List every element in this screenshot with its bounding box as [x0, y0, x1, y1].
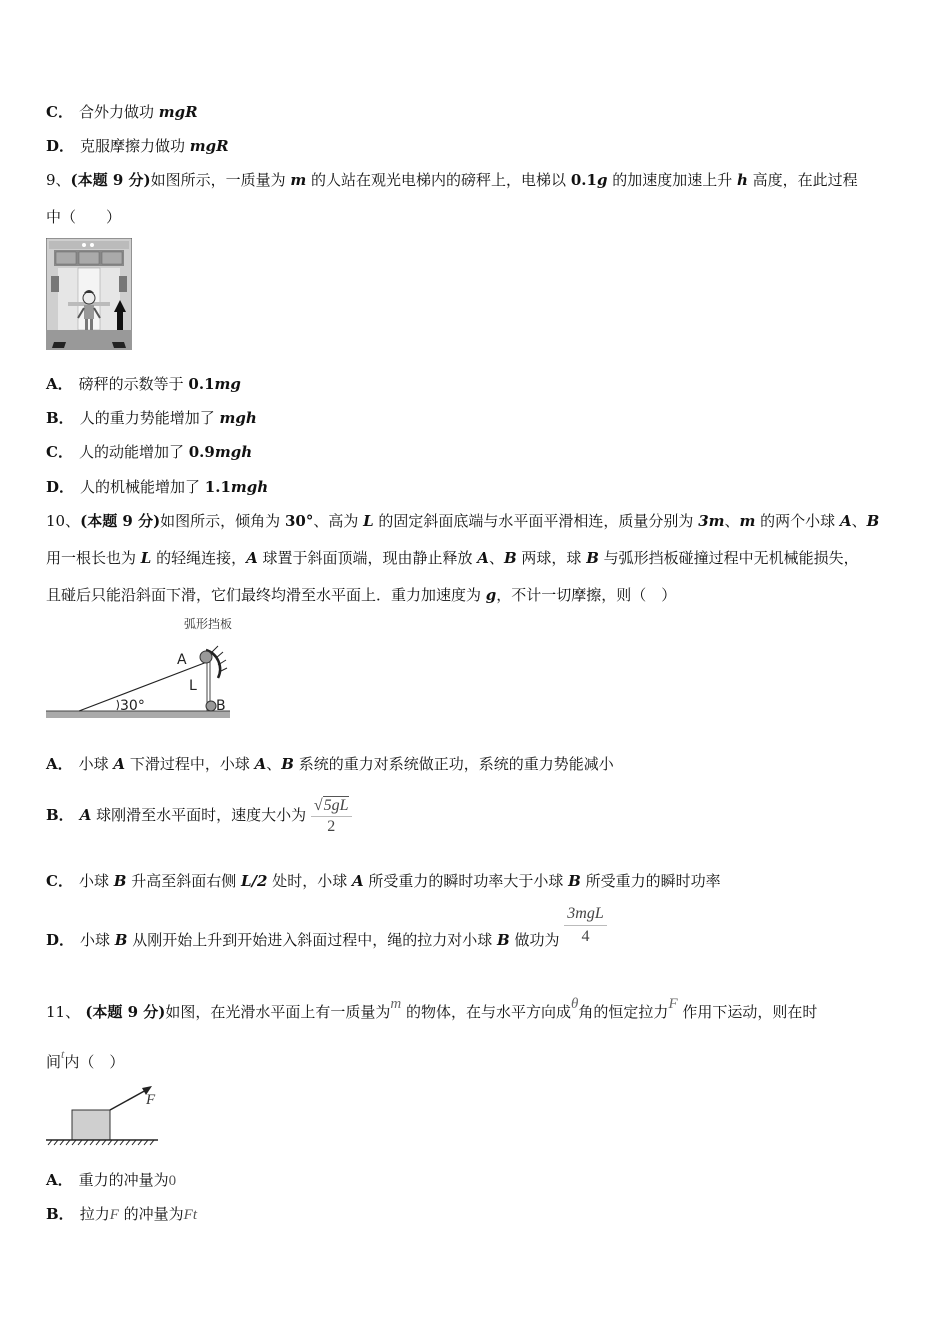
- q10-option-d: D． 小球 B 从刚开始上升到开始进入斜面过程中，绳的拉力对小球 B 做功为 $\frac{\text{3mgL}}{4}$: [46, 905, 607, 955]
- q11-stem-line1: 11、 (本题 9 分)如图，在光滑水平面上有一质量为m 的物体，在与水平方向成θ角的恒定拉力F 作用下运动，则在时: [46, 996, 818, 1021]
- elevator-figure: [46, 238, 132, 350]
- q8-option-c: C． 合外力做功 mgR: [46, 103, 198, 121]
- q10-option-c: C． 小球 B 升高至斜面右侧 L/2 处时，小球 A 所受重力的瞬时功率大于小球 B 所受重力的瞬时功率: [46, 872, 721, 890]
- q8-option-d: D． 克服摩擦力做功 mgR: [46, 137, 229, 155]
- q11-stem-line2: 间$^t$内（ ）: [46, 1047, 125, 1071]
- q9-option-d: D． 人的机械能增加了 1.1mgh: [46, 478, 269, 496]
- q10-stem-line2: 用一根长也为 L 的轻绳连接，A 球置于斜面顶端，现由静止释放 A、B 两球，球 B 与弧形挡板碰撞过程中无机械能损失，: [46, 549, 859, 567]
- q10-stem-line3: 且碰后只能沿斜面下滑，它们最终均滑至水平面上．重力加速度为 g，不计一切摩擦，则（ ）: [46, 586, 677, 604]
- svg-text:A: A: [177, 652, 187, 668]
- svg-text:F: F: [146, 1092, 156, 1108]
- q11-option-a: A． 重力的冲量为0: [46, 1171, 177, 1189]
- q9-option-a: A． 磅秤的示数等于 0.1mg: [46, 375, 241, 393]
- svg-text:30°: 30°: [120, 698, 145, 714]
- svg-text:L: L: [189, 678, 197, 694]
- baffle-label: 弧形挡板: [184, 617, 233, 631]
- incline-figure: [44, 614, 234, 724]
- q10-option-b: B． A 球刚滑至水平面时，速度大小为 $\frac{√5gL}{2}$: [46, 790, 352, 840]
- q9-stem-cont: 中（ ）: [46, 208, 122, 226]
- q9-stem: 9、(本题 9 分)如图所示，一质量为 m 的人站在观光电梯内的磅秤上，电梯以 0.1g 的加速度加速上升 h 高度，在此过程: [46, 171, 858, 189]
- q11-option-b: B． 拉力F 的冲量为Ft: [46, 1205, 197, 1223]
- q9-option-c: C． 人的动能增加了 0.9mgh: [46, 443, 253, 461]
- svg-text:B: B: [216, 698, 226, 714]
- q9-option-b: B． 人的重力势能增加了 mgh: [46, 409, 257, 427]
- fraction-sqrt5gL-over-2: $\frac{√5gL}{2}$: [311, 796, 352, 837]
- fraction-3mgL-over-4: $\frac{\text{3mgL}}{4}$: [564, 903, 606, 948]
- q10-option-a: A． 小球 A 下滑过程中，小球 A、B 系统的重力对系统做正功，系统的重力势能减小: [46, 755, 614, 773]
- q10-stem-line1: 10、(本题 9 分)如图所示，倾角为 30°、高为 L 的固定斜面底端与水平面平滑相连，质量分别为 3m、m 的两个小球 A、B: [46, 512, 880, 530]
- block-force-figure: [44, 1082, 162, 1148]
